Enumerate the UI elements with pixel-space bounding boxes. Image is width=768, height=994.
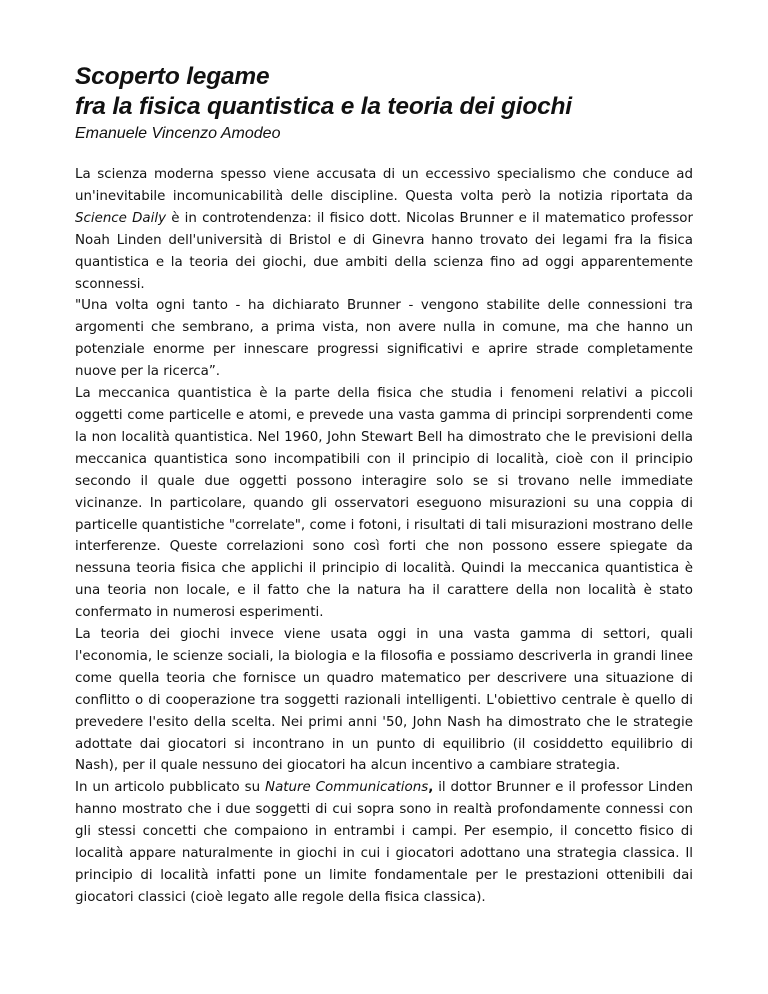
paragraph-5-comma: , <box>428 780 434 796</box>
title-line-1: Scoperto legame <box>75 63 270 90</box>
article-title <box>75 62 693 122</box>
article-body <box>75 164 693 909</box>
paragraph-1 <box>75 164 693 295</box>
paragraph-5-text-b: il dottor Brunner e il professor Linden hanno mostrato che i due soggetti di cui sopra sono in realtà profondamente connessi con gli stessi concetti che compaiono in entrambi i campi. Per esempio, il concetto fisico di località appare naturalmente in giochi in cui i giocatori adottano una strategia classica. Il principio di località infatti pone un limite fondamentale per le prestazioni ottenibili dai giocatori classici (cioè legato alle regole della fisica classica). <box>75 780 693 905</box>
paragraph-1-text-b: è in controtendenza: il fisico dott. Nicolas Brunner e il matematico professor Noah Linden dell'università di Bristol e di Ginevra hanno trovato dei legami fra la fisica quantistica e la teoria dei giochi, due ambiti della scienza fino ad oggi apparentemente sconnessi. <box>75 210 694 292</box>
paragraph-3: La meccanica quantistica è la parte della fisica che studia i fenomeni relativi a piccoli oggetti come particelle e atomi, e prevede una vasta gamma di principi sorprendenti come la non località quantistica. Nel 1960, John Stewart Bell ha dimostrato che le previsioni della meccanica quantistica sono incompatibili con il principio di località, cioè con il principio secondo il quale due oggetti possono interagire solo se si trovano nelle immediate vicinanze. In particolare, quando gli osservatori eseguono misurazioni su una coppia di particelle quantistiche "correlate", come i fotoni, i risultati di tali misurazioni mostrano delle interferenze. Queste correlazioni sono così forti che non possono essere spiegate da nessuna teoria fisica che applichi il principio di località. Quindi la meccanica quantistica è una teoria non locale, e il fatto che la natura ha il carattere della non località è stato confermato in numerosi esperimenti. <box>75 386 693 621</box>
title-line-2: fra la fisica quantistica e la teoria dei giochi <box>75 93 572 120</box>
paragraph-2: "Una volta ogni tanto - ha dichiarato Brunner - vengono stabilite delle connessioni tra argomenti che sembrano, a prima vista, non avere nulla in comune, ma che hanno un potenziale enorme per innescare progressi significativi e aprire strade completamente nuove per la ricerca”. <box>75 298 693 380</box>
source-science-daily: Science Daily <box>75 210 167 226</box>
article <box>75 62 693 909</box>
paragraph-5-text-a: In un articolo pubblicato su <box>75 780 266 796</box>
paragraph-5 <box>75 777 693 908</box>
source-nature-communications: Nature Communications <box>265 780 429 796</box>
author: Emanuele Vincenzo Amodeo <box>75 125 281 142</box>
paragraph-4: La teoria dei giochi invece viene usata oggi in una vasta gamma di settori, quali l'economia, le scienze sociali, la biologia e la filosofia e possiamo descriverla in grandi linee come quella teoria che fornisce un quadro matematico per descrivere una situazione di conflitto o di cooperazione tra soggetti razionali intelligenti. L'obiettivo centrale è quello di prevedere l'esito della scelta. Nei primi anni '50, John Nash ha dimostrato che le strategie adottate dai giocatori si incontrano in un punto di equilibrio (il cosiddetto equilibrio di Nash), per il quale nessuno dei giocatori ha alcun incentivo a cambiare strategia. <box>75 627 693 774</box>
paragraph-1-text-a: La scienza moderna spesso viene accusata di un eccessivo specialismo che conduce ad un'inevitabile incomunicabilità delle discipline. Questa volta però la notizia riportata da <box>75 167 693 204</box>
